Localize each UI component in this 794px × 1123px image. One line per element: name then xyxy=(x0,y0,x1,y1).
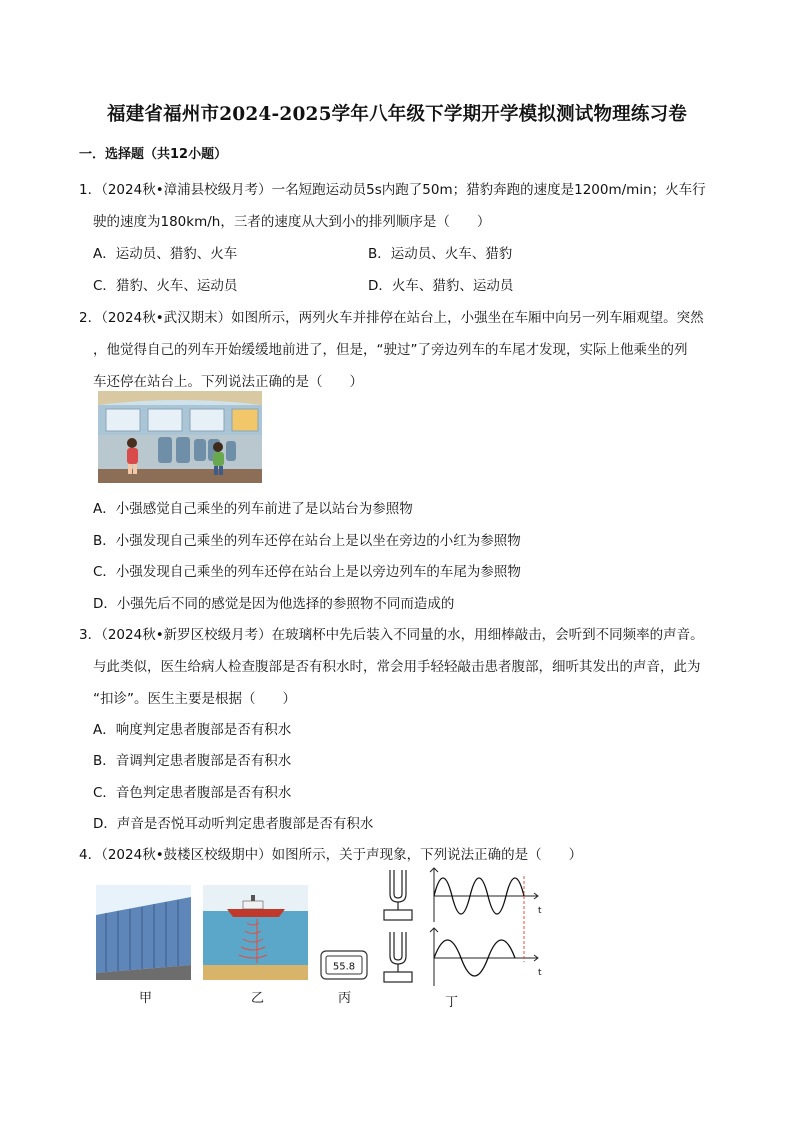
ship-sonar-figure xyxy=(203,885,308,980)
question-3-line-1: 3．（2024秋•新罗区校级月考）在玻璃杯中先后装入不同量的水，用细棒敲击，会听到不同频率的声音。 xyxy=(79,627,704,643)
axis-label-t-top: t xyxy=(538,906,542,916)
question-2-option-d: D．小强先后不同的感觉是因为他选择的参照物不同而造成的 xyxy=(93,596,455,612)
figure-label-bing: 丙 xyxy=(338,991,352,1006)
question-2-option-a: A．小强感觉自己乘坐的列车前进了是以站台为参照物 xyxy=(93,501,413,517)
figure-label-ding: 丁 xyxy=(445,995,459,1010)
tuning-fork-waveform-figure xyxy=(380,866,550,991)
section-heading: 一．选择题（共12小题） xyxy=(79,147,228,162)
decibel-reading: 55.8 xyxy=(332,961,356,973)
question-3-option-a: A．响度判定患者腹部是否有积水 xyxy=(93,722,292,738)
noise-barrier-figure xyxy=(96,885,191,980)
question-3-option-d: D．声音是否悦耳动听判定患者腹部是否有积水 xyxy=(93,816,374,832)
question-2-option-c: C．小强发现自己乘坐的列车还停在站台上是以旁边列车的车尾为参照物 xyxy=(93,564,521,580)
figure-label-yi: 乙 xyxy=(251,991,265,1006)
question-1-option-d: D．火车、猎豹、运动员 xyxy=(368,278,514,294)
question-2-option-b: B．小强发现自己乘坐的列车还停在站台上是以坐在旁边的小红为参照物 xyxy=(93,533,521,549)
train-carriage-figure xyxy=(98,391,262,483)
question-2-line-1: 2．（2024秋•武汉期末）如图所示，两列火车并排停在站台上，小强坐在车厢中向另一列车厢观望。突然 xyxy=(79,310,704,326)
question-3-option-c: C．音色判定患者腹部是否有积水 xyxy=(93,785,292,801)
question-4-line-1: 4．（2024秋•鼓楼区校级期中）如图所示，关于声现象，下列说法正确的是（ ） xyxy=(79,847,583,863)
axis-label-t-bottom: t xyxy=(538,968,542,978)
decibel-meter-figure xyxy=(320,950,368,980)
question-1-option-b: B．运动员、火车、猎豹 xyxy=(368,246,513,262)
question-3-option-b: B．音调判定患者腹部是否有积水 xyxy=(93,753,292,769)
question-2-line-2: ，他觉得自己的列车开始缓缓地前进了，但是，“驶过”了旁边列车的车尾才发现，实际上他乘坐的列 xyxy=(93,342,688,358)
question-1-option-a: A．运动员、猎豹、火车 xyxy=(93,246,238,262)
question-1-option-c: C．猎豹、火车、运动员 xyxy=(93,278,238,294)
question-1-line-2: 驶的速度为180km/h，三者的速度从大到小的排列顺序是（ ） xyxy=(93,214,491,230)
question-3-line-3: “扣诊”。医生主要是根据（ ） xyxy=(93,691,296,707)
question-3-line-2: 与此类似，医生给病人检查腹部是否有积水时，常会用手轻轻敲击患者腹部，细听其发出的声音，此为 xyxy=(93,659,701,675)
question-1-line-1: 1．（2024秋•漳浦县校级月考）一名短跑运动员5s内跑了50m；猎豹奔跑的速度是1200m/min；火车行 xyxy=(79,182,706,198)
question-2-line-3: 车还停在站台上。下列说法正确的是（ ） xyxy=(93,374,363,390)
figure-label-jia: 甲 xyxy=(139,991,153,1006)
page-title: 福建省福州市2024-2025学年八年级下学期开学模拟测试物理练习卷 xyxy=(107,104,687,125)
